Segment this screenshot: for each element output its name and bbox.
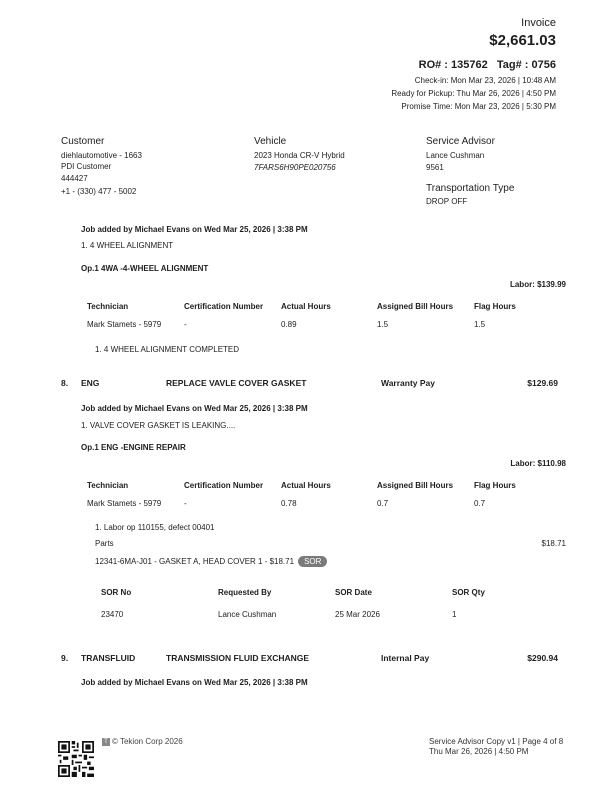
- job-note: 1. 4 WHEEL ALIGNMENT COMPLETED: [95, 345, 240, 354]
- cell-sor-qty: 1: [452, 610, 457, 619]
- footer-copy-info: Service Advisor Copy v1 | Page 4 of 8: [429, 737, 564, 746]
- part-line: [95, 556, 327, 567]
- customer-heading: Customer: [61, 136, 105, 147]
- footer-copyright: [102, 737, 183, 746]
- footer-printed-time: Thu Mar 26, 2026 | 4:50 PM: [429, 747, 529, 756]
- vehicle-heading: Vehicle: [254, 136, 287, 147]
- col-certification: Certification Number: [184, 302, 264, 311]
- vehicle-model: 2023 Honda CR-V Hybrid: [254, 151, 345, 160]
- job-concern: 1. 4 WHEEL ALIGNMENT: [81, 241, 174, 250]
- cell-assigned-bill-hours: 0.7: [377, 499, 389, 508]
- customer-phone: +1 - (330) 477 - 5002: [61, 187, 137, 196]
- cell-flag-hours: 0.7: [474, 499, 486, 508]
- job-title: TRANSMISSION FLUID EXCHANGE: [166, 653, 310, 663]
- labor-amount: Labor: $139.99: [509, 280, 566, 289]
- cell-certification: -: [184, 320, 187, 329]
- part-description: 12341-6MA-J01 - GASKET A, HEAD COVER 1 - $18.71: [95, 557, 295, 566]
- job-number: 9.: [61, 653, 69, 663]
- ready-pickup-time: Ready for Pickup: Thu Mar 26, 2026 | 4:50 PM: [391, 89, 556, 98]
- transport-heading: Transportation Type: [426, 183, 515, 194]
- parts-heading: Parts: [95, 539, 114, 548]
- cell-sor-no: 23470: [101, 610, 124, 619]
- col-assigned-bill-hours: Assigned Bill Hours: [377, 481, 454, 490]
- parts-amount: $18.71: [541, 539, 566, 548]
- qr-code-icon: [58, 741, 94, 777]
- sor-badge: SOR: [298, 556, 327, 567]
- job-added-by: Job added by Michael Evans on Wed Mar 25, 2026 | 3:38 PM: [81, 225, 308, 234]
- job-code: TRANSFLUID: [81, 653, 136, 663]
- col-requested-by: Requested By: [218, 588, 272, 597]
- invoice-total: $2,661.03: [489, 32, 556, 49]
- advisor-name: Lance Cushman: [426, 151, 485, 160]
- job-added-by: Job added by Michael Evans on Wed Mar 25, 2026 | 3:38 PM: [81, 404, 308, 413]
- col-certification: Certification Number: [184, 481, 264, 490]
- job-code: ENG: [81, 378, 100, 388]
- copyright-text: © Tekion Corp 2026: [112, 737, 183, 746]
- cell-certification: -: [184, 499, 187, 508]
- col-actual-hours: Actual Hours: [281, 302, 331, 311]
- col-flag-hours: Flag Hours: [474, 302, 516, 311]
- doc-type: Invoice: [521, 17, 556, 29]
- vehicle-vin: 7FARS6H90PE020756: [254, 163, 336, 172]
- cell-sor-date: 25 Mar 2026: [335, 610, 380, 619]
- cell-technician: Mark Stamets - 5979: [87, 499, 162, 508]
- customer-line2: PDI Customer: [61, 162, 112, 171]
- job-concern: 1. VALVE COVER GASKET IS LEAKING....: [81, 421, 236, 430]
- cell-requested-by: Lance Cushman: [218, 610, 277, 619]
- cell-technician: Mark Stamets - 5979: [87, 320, 162, 329]
- col-flag-hours: Flag Hours: [474, 481, 516, 490]
- col-technician: Technician: [87, 481, 129, 490]
- col-sor-date: SOR Date: [335, 588, 372, 597]
- job-amount: $129.69: [527, 378, 558, 388]
- advisor-heading: Service Advisor: [426, 136, 495, 147]
- promise-time: Promise Time: Mon Mar 23, 2026 | 5:30 PM: [401, 102, 556, 111]
- transport-value: DROP OFF: [426, 197, 468, 206]
- job-amount: $290.94: [527, 653, 558, 663]
- job-note: 1. Labor op 110155, defect 00401: [95, 523, 215, 532]
- job-op: Op.1 ENG -ENGINE REPAIR: [81, 443, 186, 452]
- job-added-by: Job added by Michael Evans on Wed Mar 25, 2026 | 3:38 PM: [81, 678, 308, 687]
- ro-tag-number: RO# : 135762 Tag# : 0756: [418, 59, 556, 71]
- customer-line3: 444427: [61, 174, 88, 183]
- labor-amount: Labor: $110.98: [510, 459, 566, 468]
- job-number: 8.: [61, 378, 69, 388]
- cell-actual-hours: 0.89: [281, 320, 297, 329]
- checkin-time: Check-in: Mon Mar 23, 2026 | 10:48 AM: [414, 76, 556, 85]
- cell-actual-hours: 0.78: [281, 499, 297, 508]
- col-actual-hours: Actual Hours: [281, 481, 331, 490]
- col-technician: Technician: [87, 302, 129, 311]
- customer-line1: diehlautomotive - 1663: [61, 151, 142, 160]
- advisor-id: 9561: [426, 163, 444, 172]
- job-pay-type: Warranty Pay: [381, 378, 436, 388]
- tekion-logo-icon: T: [102, 738, 110, 746]
- col-sor-no: SOR No: [101, 588, 132, 597]
- job-title: REPLACE VAVLE COVER GASKET: [166, 378, 307, 388]
- col-sor-qty: SOR Qty: [452, 588, 485, 597]
- cell-assigned-bill-hours: 1.5: [377, 320, 389, 329]
- job-pay-type: Internal Pay: [381, 653, 430, 663]
- job-op: Op.1 4WA -4-WHEEL ALIGNMENT: [81, 264, 209, 273]
- cell-flag-hours: 1.5: [474, 320, 486, 329]
- col-assigned-bill-hours: Assigned Bill Hours: [377, 302, 454, 311]
